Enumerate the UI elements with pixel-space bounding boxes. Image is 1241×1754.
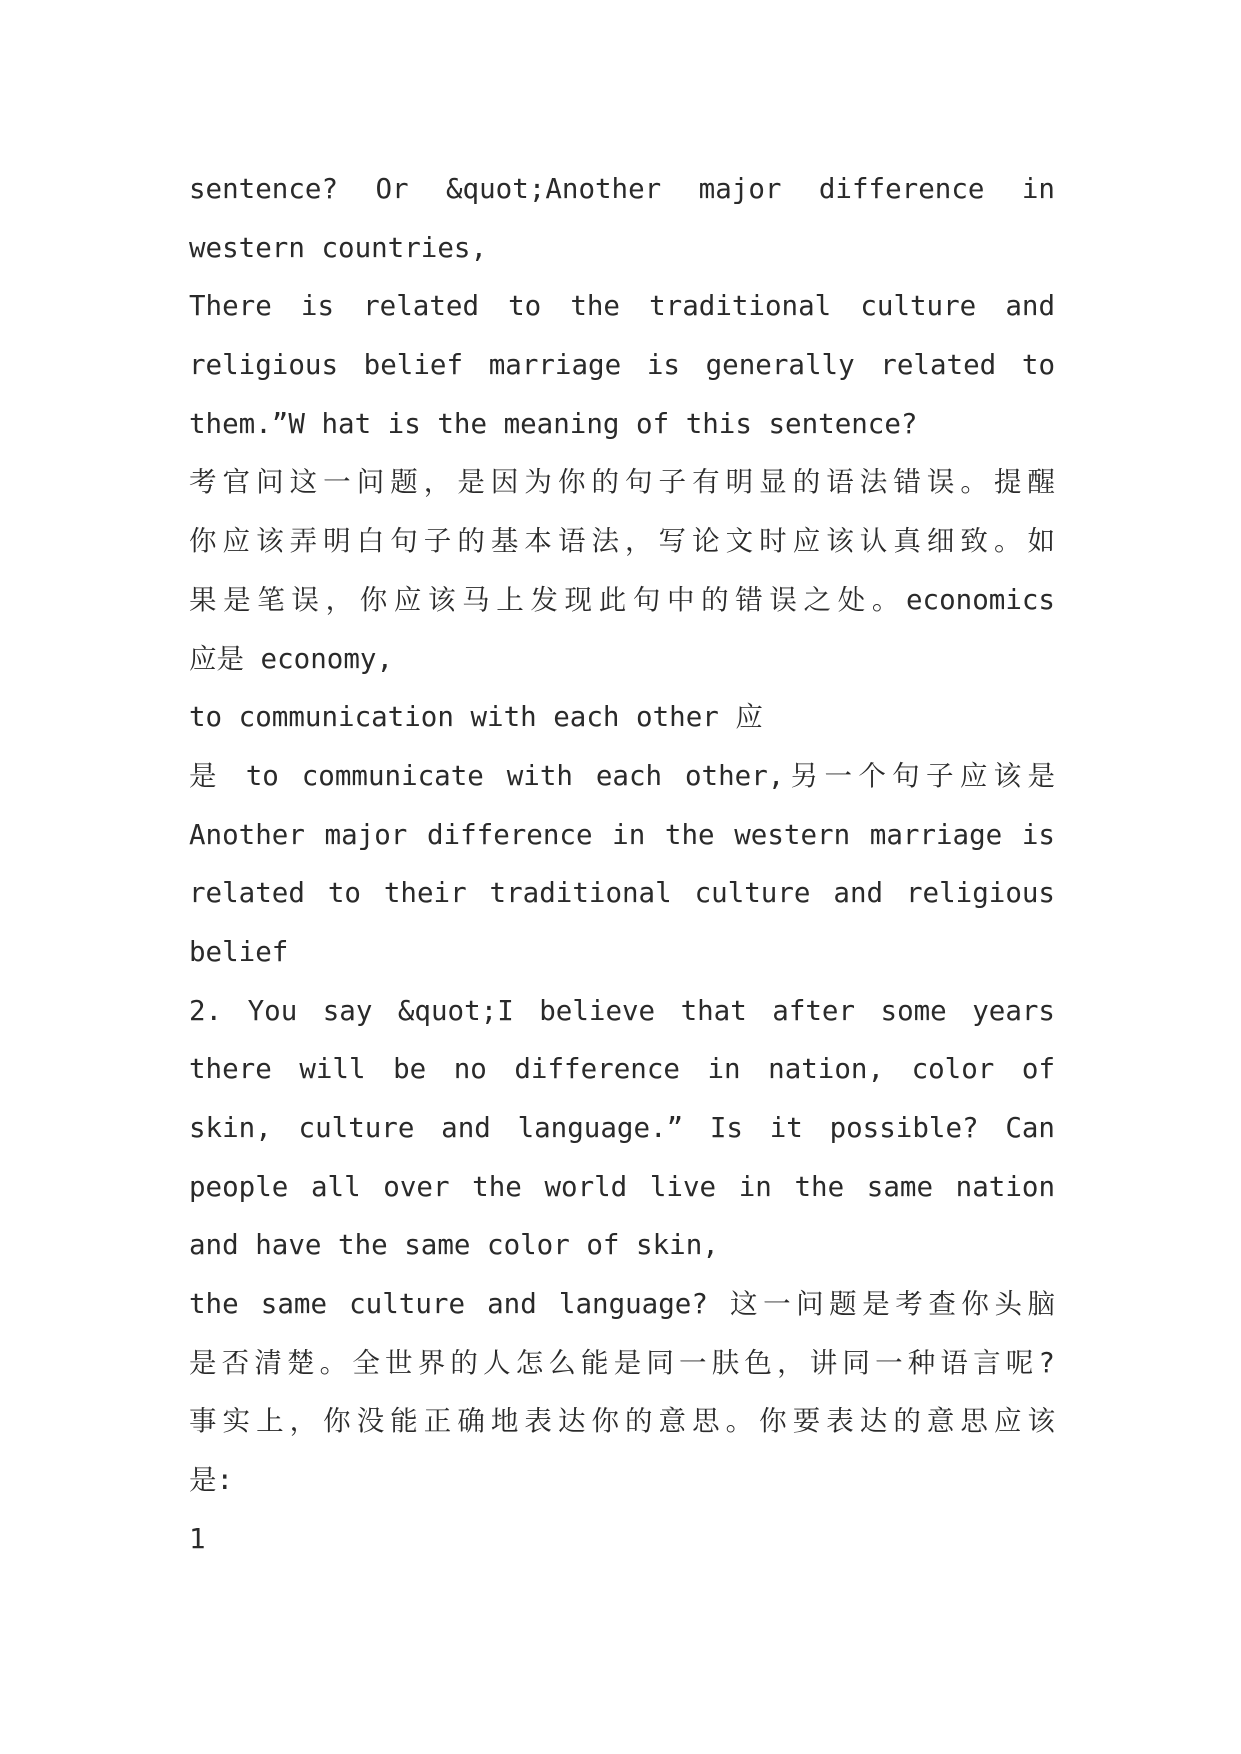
- text-line: 果是笔误，你应该马上发现此句中的错误之处。economics: [189, 583, 1055, 616]
- text-line: them.”W hat is the meaning of this sentence?: [189, 407, 918, 440]
- text-line: 事实上，你没能正确地表达你的意思。你要表达的意思应该: [189, 1405, 1055, 1438]
- text-line: skin, culture and language.” Is it possible? Can: [189, 1112, 1055, 1144]
- text-line: religious belief marriage is generally related to: [189, 349, 1055, 382]
- text-line: Another major difference in the western marriage is: [189, 818, 1055, 851]
- text-line: There is related to the traditional culture and: [189, 290, 1055, 323]
- text-line: there will be no difference in nation, color of: [189, 1053, 1055, 1086]
- body-text: [189, 160, 1055, 1569]
- text-line: 是:: [189, 1464, 234, 1497]
- text-line: sentence? Or &quot;Another major difference in: [189, 173, 1055, 205]
- text-line: 2. You say &quot;I believe that after some years: [189, 994, 1055, 1027]
- text-line: people all over the world live in the same nation: [189, 1170, 1055, 1203]
- text-line: the same culture and language? 这一问题是考查你头脑: [189, 1288, 1055, 1321]
- text-line: 应是 economy,: [189, 642, 394, 675]
- text-line: 是 to communicate with each other,另一个句子应该是: [189, 759, 1055, 792]
- text-line: and have the same color of skin,: [189, 1229, 719, 1262]
- text-line: related to their traditional culture and religious: [189, 877, 1055, 910]
- text-line: to communication with each other 应: [189, 701, 763, 734]
- text-line: belief: [189, 935, 289, 968]
- page-number: 1: [189, 1522, 206, 1555]
- text-line: 你应该弄明白句子的基本语法，写论文时应该认真细致。如: [189, 525, 1055, 558]
- text-line: western countries,: [189, 231, 488, 264]
- text-line: 是否清楚。全世界的人怎么能是同一肤色，讲同一种语言呢?: [189, 1346, 1055, 1379]
- text-line: 考官问这一问题，是因为你的句子有明显的语法错误。提醒: [189, 466, 1055, 499]
